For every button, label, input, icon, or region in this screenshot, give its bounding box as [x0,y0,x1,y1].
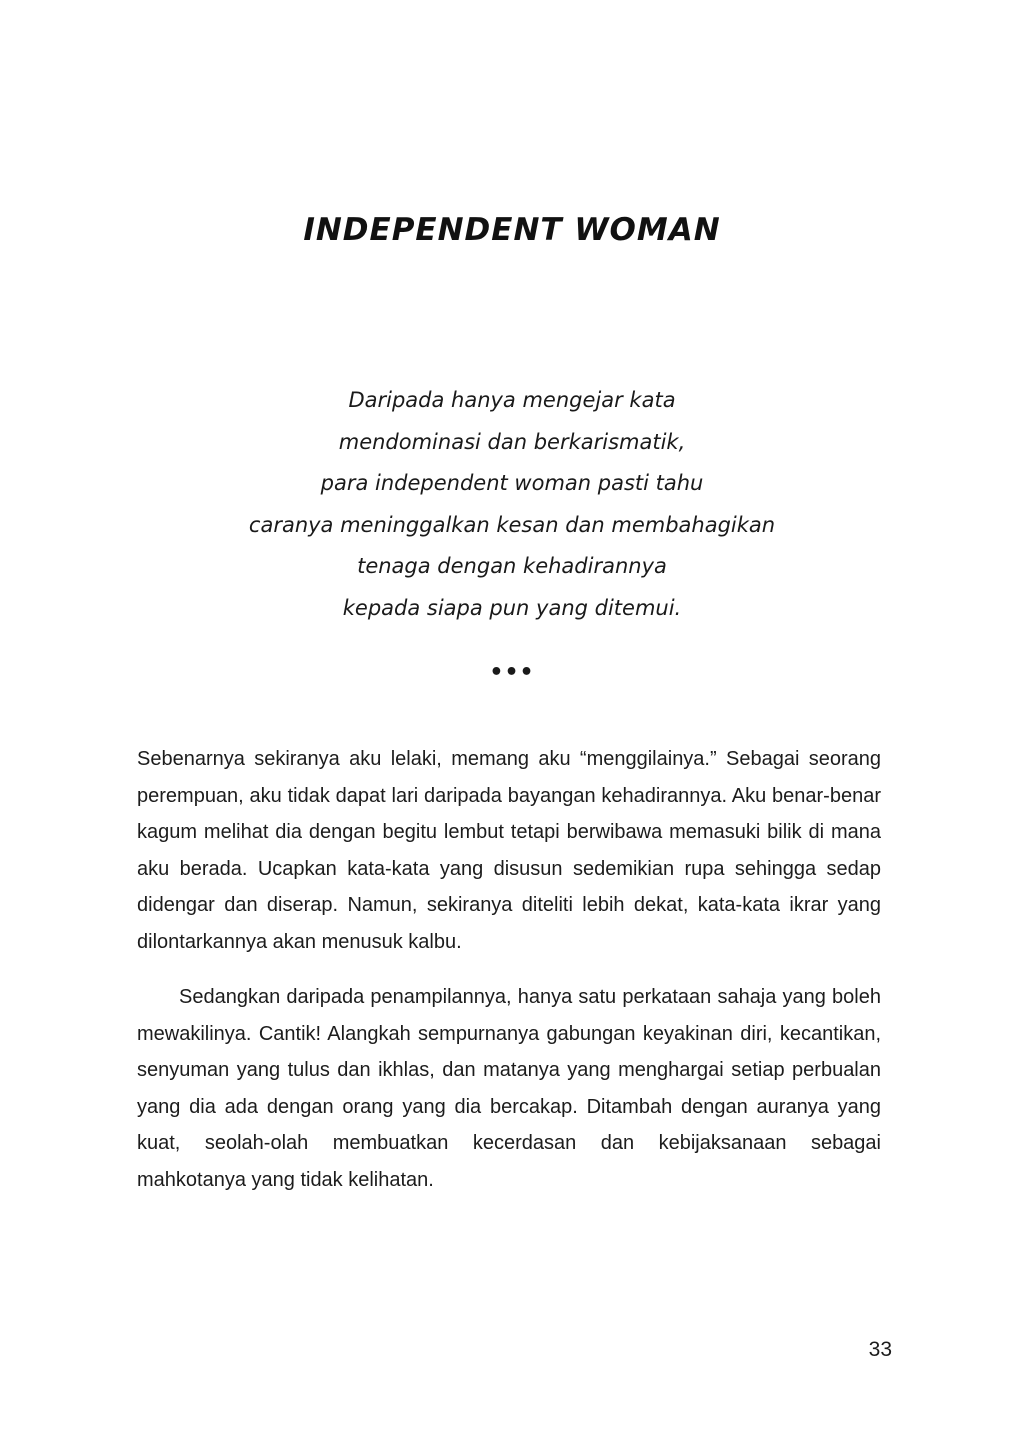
page-number: 33 [868,1338,892,1361]
epigraph-line: Daripada hanya mengejar kata [348,388,676,412]
epigraph [0,380,1024,629]
chapter-title: INDEPENDENT WOMAN [303,212,721,248]
epigraph-line: mendominasi dan berkarismatik, [338,429,686,454]
body-paragraph: Sedangkan daripada penampilannya, hanya satu perkataan sahaja yang boleh mewakilinya. Cantik! Alangkah sempurnanya gabungan keyakinan diri, kecantikan, senyuman yang tulus dan ikhlas, dan matanya yang menghargai setiap perbualan yang dia ada dengan orang yang dia bercakap. Ditambah dengan auranya yang kuat, seolah-olah membuatkan kecerdasan dan kebijaksanaan sebagai mahkotanya yang tidak kelihatan. [137,986,881,1191]
epigraph-line: caranya meninggalkan kesan dan membahagikan [248,512,776,537]
epigraph-line: tenaga dengan kehadirannya [357,554,667,578]
epigraph-line: para independent woman pasti tahu [320,471,704,495]
body-paragraph: Sebenarnya sekiranya aku lelaki, memang aku “menggilainya.” Sebagai seorang perempuan, aku tidak dapat lari daripada bayangan kehadirannya. Aku benar-benar kagum melihat dia dengan begitu lembut tetapi berwibawa memasuki bilik di mana aku berada. Ucapkan kata-kata yang disusun sedemikian rupa sehingga sedap didengar dan diserap. Namun, sekiranya diteliti lebih dekat, kata-kata ikrar yang dilontarkannya akan menusuk kalbu. [137,748,881,953]
epigraph-line: kepada siapa pun yang ditemui. [342,595,682,620]
section-separator: ••• [489,660,535,685]
